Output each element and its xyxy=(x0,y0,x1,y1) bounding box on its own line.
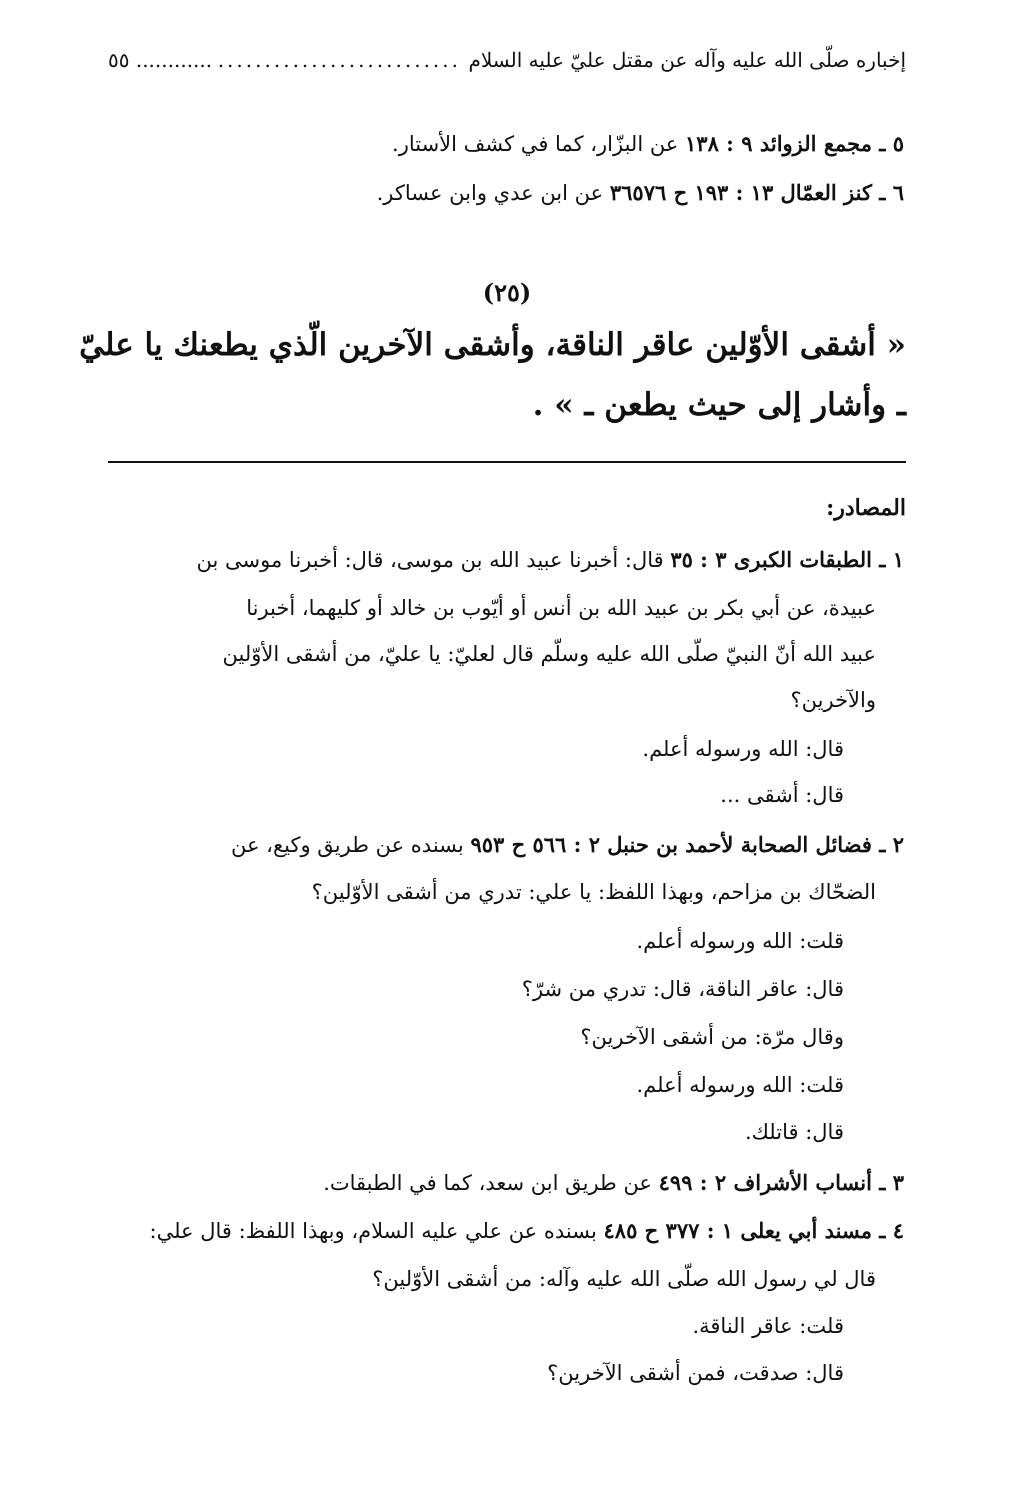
header-title: إخباره صلّى الله عليه وآله عن مقتل عليّ عليه السلام xyxy=(468,48,906,72)
hadith-text-line-2: ـ وأشار إلى حيث يطعن ـ » . xyxy=(532,387,906,423)
source-2-line-1: ٢ ـ فضائل الصحابة لأحمد بن حنبل ٢ : ٥٦٦ ح ٩٥٣ بسنده عن طريق وكيع، عن xyxy=(230,832,904,857)
source-4-line-3: قلت: عاقر الناقة. xyxy=(692,1314,844,1338)
hadith-text-line-1: « أشقى الأوّلين عاقر الناقة، وأشقى الآخرين الّذي يطعنك يا عليّ xyxy=(79,327,906,363)
source-1-line-3: عبيد الله أنّ النبيّ صلّى الله عليه وسلّم قال لعليّ: يا عليّ، من أشقى الأوّلين xyxy=(222,642,876,666)
source-2-line-2: الضحّاك بن مزاحم، وبهذا اللفظ: يا علي: تدري من أشقى الأوّلين؟ xyxy=(311,880,876,904)
source-4-line-2: قال لي رسول الله صلّى الله عليه وآله: من أشقى الأوّلين؟ xyxy=(372,1267,876,1291)
source-3-line-1: ٣ ـ أنساب الأشراف ٢ : ٤٩٩ عن طريق ابن سعد، كما في الطبقات. xyxy=(323,1170,904,1195)
sources-heading: المصادر: xyxy=(826,495,906,521)
source-2-line-7: قال: قاتلك. xyxy=(744,1120,844,1144)
ref-line-5: ٥ ـ مجمع الزوائد ٩ : ١٣٨ عن البزّار، كما في كشف الأستار. xyxy=(392,131,904,156)
source-4-line-4: قال: صدقت، فمن أشقى الآخرين؟ xyxy=(547,1361,844,1385)
footnote-divider xyxy=(108,461,906,463)
ref-line-6: ٦ ـ كنز العمّال ١٣ : ١٩٣ ح ٣٦٥٧٦ عن ابن عدي وابن عساكر. xyxy=(376,180,904,205)
hadith-number: (٢٥) xyxy=(482,278,532,307)
source-2-line-4: قال: عاقر الناقة، قال: تدري من شرّ؟ xyxy=(521,977,844,1001)
source-2-line-5: وقال مرّة: من أشقى الآخرين؟ xyxy=(580,1025,844,1049)
source-4-line-1: ٤ ـ مسند أبي يعلى ١ : ٣٧٧ ح ٤٨٥ بسنده عن علي عليه السلام، وبهذا اللفظ: قال علي: xyxy=(149,1218,904,1243)
source-1-line-2: عبيدة، عن أبي بكر بن عبيد الله بن أنس أو أيّوب بن خالد أو كليهما، أخبرنا xyxy=(246,596,876,620)
page-number: ............ ٥٥ xyxy=(108,48,213,72)
header-dots: .......................... xyxy=(217,48,461,72)
source-1-line-4: والآخرين؟ xyxy=(790,688,876,712)
source-1-line-6: قال: أشقى ... xyxy=(720,783,844,807)
source-1-line-5: قال: الله ورسوله أعلم. xyxy=(642,737,844,761)
source-2-line-3: قلت: الله ورسوله أعلم. xyxy=(636,929,844,953)
source-1-line-1: ١ ـ الطبقات الكبرى ٣ : ٣٥ قال: أخبرنا عبيد الله بن موسى، قال: أخبرنا موسى بن xyxy=(196,547,904,572)
source-2-line-6: قلت: الله ورسوله أعلم. xyxy=(636,1073,844,1097)
